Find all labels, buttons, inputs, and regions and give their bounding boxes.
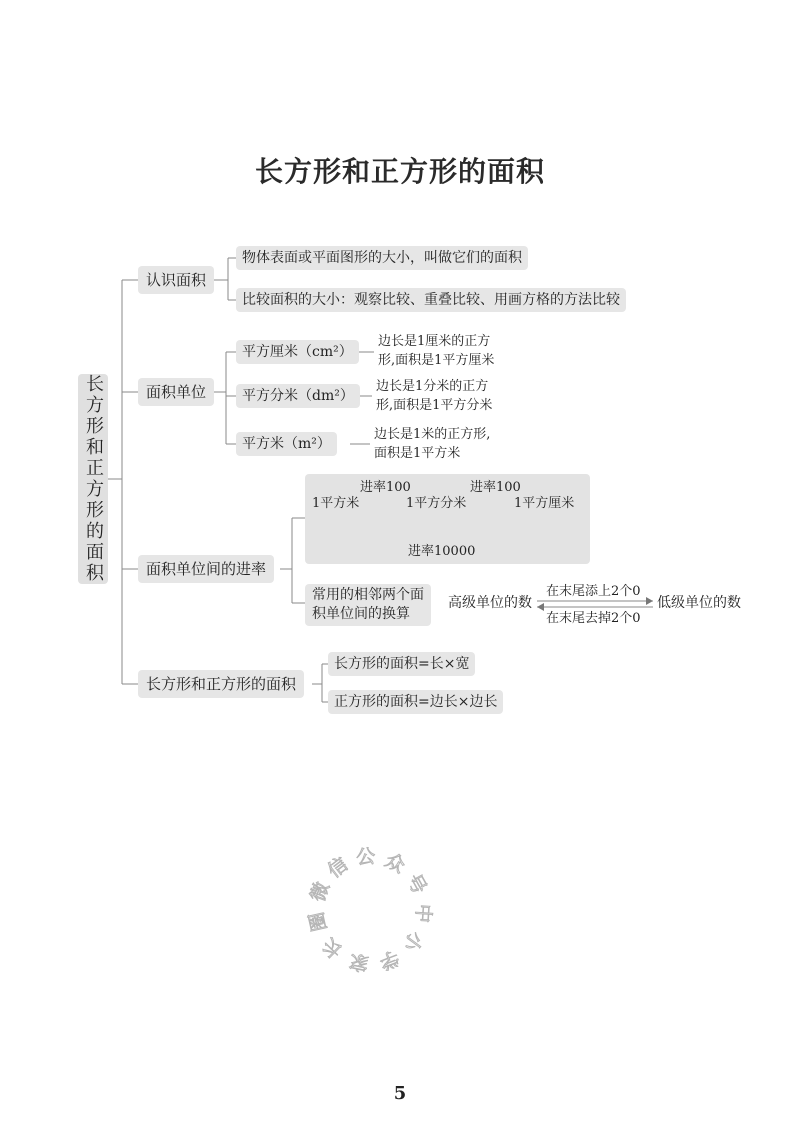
rate-label-total: 进率10000	[408, 544, 476, 559]
unit-square-dm: 平方分米（dm²）	[236, 384, 360, 408]
conversion-label	[305, 584, 431, 626]
unit-label-dm2: 1平方分米	[406, 496, 467, 511]
branch-recognize-area: 认识面积	[138, 266, 214, 294]
page-number: 5	[393, 1083, 407, 1104]
watermark-stamp	[300, 840, 440, 980]
page-title: 长方形和正方形的面积	[254, 155, 545, 188]
watermark-char: 圈	[305, 909, 332, 934]
unit-square-m-desc-1: 边长是1米的正方形,	[374, 427, 491, 442]
arrow-right-icon	[646, 597, 653, 605]
unit-square-dm-desc-1: 边长是1分米的正方	[376, 379, 489, 394]
watermark-char: 长	[318, 933, 348, 963]
watermark-char: 号	[402, 870, 431, 898]
unit-square-cm: 平方厘米（cm²）	[236, 340, 359, 364]
conversion-label-line-2: 积单位间的换算	[312, 606, 410, 622]
unit-square-m: 平方米（m²）	[236, 432, 337, 456]
unit-square-cm-desc-1: 边长是1厘米的正方	[378, 334, 491, 349]
watermark-char: 公	[355, 845, 377, 869]
watermark-char: 微	[306, 879, 334, 905]
watermark-char: 众	[381, 849, 409, 878]
rectangle-area-formula: 长方形的面积=长×宽	[328, 652, 475, 676]
unit-square-m-desc-2: 面积是1平方米	[374, 446, 461, 461]
arrow-left-icon	[537, 603, 544, 611]
low-unit-number: 低级单位的数	[657, 595, 741, 611]
branch-area-formulas: 长方形和正方形的面积	[138, 670, 304, 698]
recognize-compare: 比较面积的大小：观察比较、重叠比较、用画方格的方法比较	[236, 288, 626, 312]
unit-square-cm-desc-2: 形,面积是1平方厘米	[378, 353, 495, 368]
square-area-formula: 正方形的面积=边长×边长	[328, 690, 503, 714]
watermark-char: 小	[398, 927, 428, 956]
branch-area-units: 面积单位	[138, 378, 214, 406]
conversion-remove-zeros: 在末尾去掉2个0	[546, 611, 641, 626]
unit-square-dm-desc-2: 形,面积是1平方分米	[376, 398, 493, 413]
rate-label-b: 进率100	[470, 480, 521, 495]
root-topic: 长方形和正方形的面积	[78, 374, 108, 584]
high-unit-number: 高级单位的数	[448, 595, 532, 611]
conversion-label-line-1: 常用的相邻两个面	[312, 587, 424, 603]
recognize-definition: 物体表面或平面图形的大小，叫做它们的面积	[236, 246, 528, 270]
unit-label-m2: 1平方米	[312, 496, 360, 511]
watermark-char: 学	[376, 945, 402, 974]
rate-label-a: 进率100	[360, 480, 411, 495]
watermark-char: 信	[323, 853, 353, 883]
conversion-add-zeros: 在末尾添上2个0	[546, 584, 641, 599]
watermark-char: 家	[347, 949, 371, 975]
watermark-char: 中	[411, 903, 435, 924]
unit-label-cm2: 1平方厘米	[514, 496, 575, 511]
branch-unit-rates: 面积单位间的进率	[138, 555, 274, 583]
